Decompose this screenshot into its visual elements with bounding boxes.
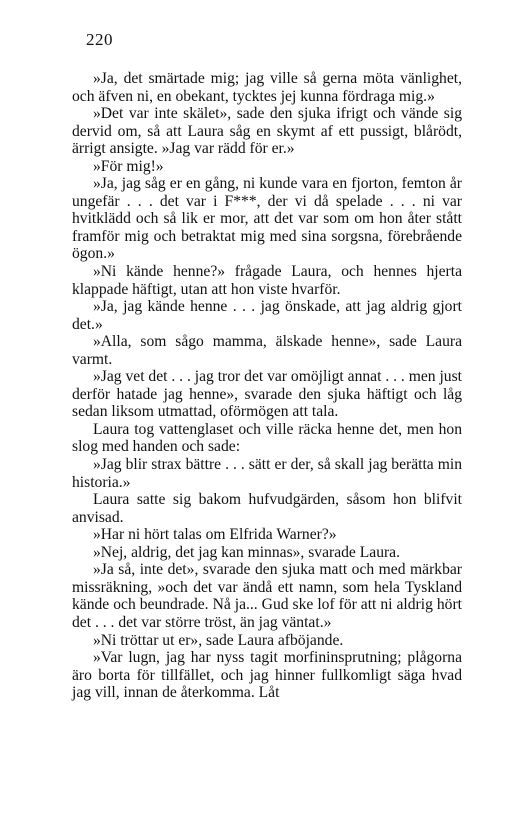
paragraph: »Jag vet det . . . jag tror det var omöjligt annat . . . men just derför hatade jag henne», svarade den sjuka häftigt och låg sedan liksom utmattad, oförmögen att tala. xyxy=(72,368,462,421)
body-text xyxy=(72,70,462,702)
paragraph: Laura tog vattenglaset och ville räcka henne det, men hon slog med handen och sade: xyxy=(72,420,462,456)
paragraph: »Alla, som sågo mamma, älskade henne», sade Laura varmt. xyxy=(72,333,462,368)
paragraph: »Det var inte skälet», sade den sjuka ifrigt och vände sig dervid om, så att Laura såg en skymt af ett pussigt, blårödt, ärrigt ansigte. »Jag var rädd för er.» xyxy=(72,105,462,158)
paragraph: »Ja, det smärtade mig; jag ville så gerna möta vänlighet, och äfven ni, en obekant, tycktes jej kunna fördraga mig.» xyxy=(72,70,462,105)
paragraph: »Ja så, inte det», svarade den sjuka matt och med märkbar missräkning, »och det var ändå ett namn, som hela Tyskland kände och beundrade. Nå ja... Gud ske lof för att ni aldrig hört det . . . det var större tröst, än jag väntat.» xyxy=(72,561,462,631)
page-number: 220 xyxy=(86,30,113,49)
paragraph: »Ni tröttar ut er», sade Laura afböjande. xyxy=(93,631,344,649)
paragraph: »Har ni hört talas om Elfrida Warner?» xyxy=(93,526,337,544)
paragraph: »Jag blir strax bättre . . . sätt er der, så skall jag berätta min historia.» xyxy=(72,456,462,491)
paragraph: »Ja, jag såg er en gång, ni kunde vara en fjorton, femton år ungefär . . . det var i F***, der vi då spelade . . . ni var hvitklädd och så lik er mor, att det var som om hon åter stått framför mig och betraktat mig med sina sorgsna, förebrående ögon.» xyxy=(72,175,462,263)
paragraph: »Ja, jag kände henne . . . jag önskade, att jag aldrig gjort det.» xyxy=(72,298,462,333)
paragraph: »För mig!» xyxy=(93,157,164,175)
paragraph: »Var lugn, jag har nyss tagit morfininsprutning; plågorna äro borta för tillfället, och jag hinner fullkomligt säga hvad jag vill, innan de återkomma. Låt xyxy=(72,649,462,702)
paragraph: Laura satte sig bakom hufvudgärden, såsom hon blifvit anvisad. xyxy=(72,491,462,526)
paragraph: »Nej, aldrig, det jag kan minnas», svarade Laura. xyxy=(93,543,401,561)
paragraph: »Ni kände henne?» frågade Laura, och hennes hjerta klappade häftigt, utan att hon viste hvarför. xyxy=(72,263,462,298)
